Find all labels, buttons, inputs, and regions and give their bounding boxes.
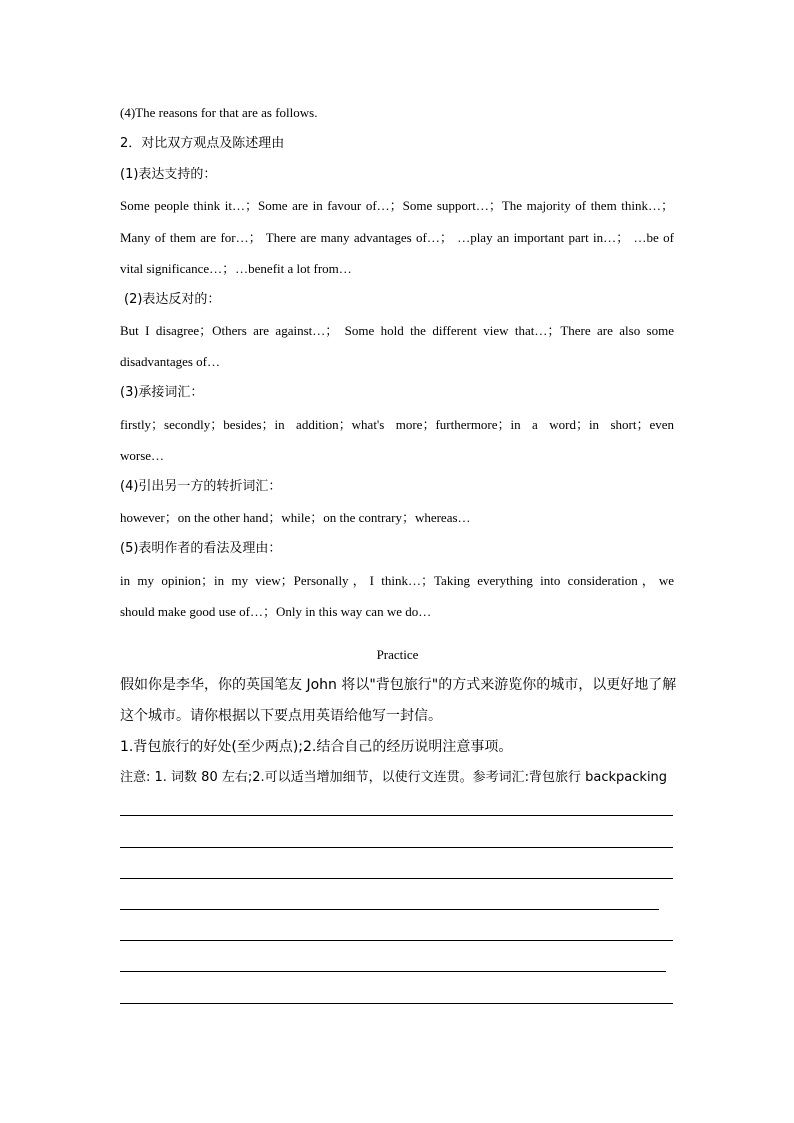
answer-line-4[interactable] <box>120 909 659 910</box>
practice-prompt-line-2: 这个城市。请你根据以下要点用英语给他写一封信。 <box>120 708 442 724</box>
oppose-line-2: disadvantages of… <box>120 354 221 369</box>
transition-line-2: worse… <box>120 448 165 463</box>
support-line-1: Some people think it…；Some are in favour of…；Some support…；The majority of them think…； <box>120 198 674 213</box>
support-line-3: vital significance…；…benefit a lot from… <box>120 261 352 276</box>
support-line-2: Many of them are for…； There are many advantages of…； …play an important part in…； …be of <box>120 230 674 245</box>
contrast-label: (4)引出另一方的转折词汇： <box>120 479 282 494</box>
practice-notes: 注意: 1. 词数 80 左右;2.可以适当增加细节，以使行文连贯。参考词汇:背包旅行 backpacking <box>120 770 668 785</box>
support-label: (1)表达支持的： <box>120 167 217 182</box>
practice-title: Practice <box>376 647 419 662</box>
answer-line-7[interactable] <box>120 1003 673 1004</box>
answer-line-3[interactable] <box>120 878 673 879</box>
section-2-heading: 2．对比双方观点及陈述理由 <box>120 136 285 151</box>
opinion-label: (5)表明作者的看法及理由： <box>120 541 282 556</box>
oppose-label: (2)表达反对的： <box>124 292 221 307</box>
answer-line-1[interactable] <box>120 815 673 816</box>
practice-points: 1.背包旅行的好处(至少两点);2.结合自己的经历说明注意事项。 <box>120 739 513 755</box>
contrast-line-1: however；on the other hand；while；on the contrary；whereas… <box>120 510 471 525</box>
opinion-line-1: in my opinion；in my view；Personally，I think…；Taking everything into consideration，we <box>120 573 674 588</box>
transition-label: (3)承接词汇： <box>120 385 204 400</box>
practice-prompt-line-1: 假如你是李华，你的英国笔友 John 将以"背包旅行"的方式来游览你的城市，以更好地了解 <box>120 677 677 693</box>
answer-line-5[interactable] <box>120 940 673 941</box>
opinion-line-2: should make good use of…；Only in this way can we do… <box>120 604 432 619</box>
answer-line-2[interactable] <box>120 847 673 848</box>
oppose-line-1: But I disagree；Others are against…； Some hold the different view that…；There are also some <box>120 323 674 338</box>
answer-line-6[interactable] <box>120 971 666 972</box>
item-4-reasons: (4)The reasons for that are as follows. <box>120 105 318 120</box>
transition-line-1: firstly；secondly；besides；in addition；what's more；furthermore；in a word；in short；even <box>120 417 674 432</box>
